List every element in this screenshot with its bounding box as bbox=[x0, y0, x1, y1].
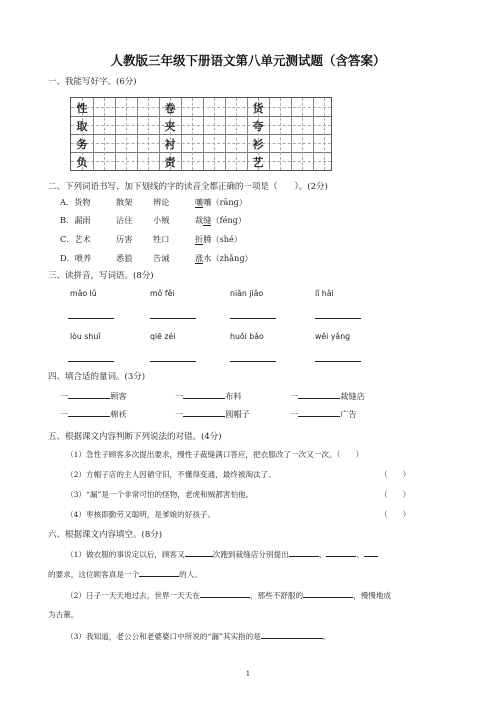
q5-heading: 五、根据课文内容判断下列说法的对错。(4分) bbox=[48, 432, 222, 442]
judge-item: （4）枣核即勤劳又聪明，是爹娘的好孩子。 bbox=[66, 510, 216, 519]
pinyin: wěi yǎnɡ bbox=[315, 332, 351, 341]
measure-item: 一 裁缝店 bbox=[290, 391, 365, 401]
writing-grid bbox=[70, 97, 332, 171]
answer-line[interactable] bbox=[68, 361, 114, 362]
answer-blank[interactable] bbox=[364, 548, 378, 557]
measure-item: 一 布料 bbox=[175, 391, 242, 401]
pinyin: lǐ hǎi bbox=[315, 289, 334, 298]
option-word: 悉狼 bbox=[116, 253, 133, 263]
option-c: C．艺术 bbox=[60, 234, 91, 244]
grid-char: 夹 bbox=[164, 120, 176, 133]
judge-paren[interactable]: （ ） bbox=[380, 470, 411, 479]
judge-paren[interactable]: （ ） bbox=[380, 490, 411, 499]
answer-blank[interactable] bbox=[183, 390, 225, 399]
fill-paragraph-3: （3）我知道，老公公和老婆婆口中所说的“漏”其实指的是 。 bbox=[66, 632, 331, 641]
answer-blank[interactable] bbox=[183, 408, 225, 417]
option-word: 告诫 bbox=[153, 253, 170, 263]
q4-heading: 四、填合适的量词。(3分) bbox=[48, 372, 146, 382]
answer-blank[interactable] bbox=[261, 630, 323, 639]
judge-paren[interactable]: （ ） bbox=[380, 510, 411, 519]
option-a: A．货物 bbox=[60, 197, 91, 207]
option-word: 牲口 bbox=[153, 234, 170, 244]
grid-char: 衬 bbox=[164, 138, 176, 151]
answer-blank[interactable] bbox=[303, 589, 353, 598]
answer-blank[interactable] bbox=[200, 589, 250, 598]
measure-item: 一 棉袄 bbox=[60, 409, 127, 419]
q1-heading: 一、我能写好字。(6分) bbox=[48, 77, 137, 87]
measure-item: 一 圆帽子 bbox=[175, 409, 250, 419]
grid-char: 卷 bbox=[164, 102, 176, 115]
option-d: D．喂养 bbox=[60, 253, 92, 263]
answer-blank[interactable] bbox=[298, 390, 340, 399]
option-word: 嚷嚷（rānɡ） bbox=[195, 197, 248, 207]
answer-blank[interactable] bbox=[289, 548, 319, 557]
answer-line[interactable] bbox=[230, 318, 276, 319]
pinyin: mǎo lǘ bbox=[70, 289, 97, 298]
grid-char: 夸 bbox=[252, 120, 264, 133]
option-word: 散架 bbox=[116, 197, 133, 207]
grid-char: 责 bbox=[164, 156, 176, 169]
option-word: 辨论 bbox=[153, 197, 170, 207]
grid-char: 艺 bbox=[252, 156, 264, 169]
answer-line[interactable] bbox=[150, 361, 196, 362]
page-number: 1 bbox=[245, 670, 251, 678]
judge-item: （3）“漏”是一个非常可怕的怪物，老虎和贼都害怕他。 bbox=[66, 490, 254, 499]
option-word: 涨水（zhǎnɡ） bbox=[195, 253, 253, 263]
grid-char: 衫 bbox=[252, 138, 264, 151]
option-b: B．漏雨 bbox=[60, 215, 91, 225]
judge-item: （2）方帽子店的主人因循守旧，不懂得变通，最终被淘汰了。 bbox=[66, 470, 276, 479]
pinyin: lòu shuǐ bbox=[70, 332, 101, 341]
answer-line[interactable] bbox=[150, 318, 196, 319]
grid-char: 货 bbox=[252, 102, 264, 115]
answer-blank[interactable] bbox=[185, 548, 213, 557]
answer-line[interactable] bbox=[315, 361, 361, 362]
measure-item: 一 顾客 bbox=[60, 391, 127, 401]
answer-blank[interactable] bbox=[139, 568, 179, 577]
answer-blank[interactable] bbox=[298, 408, 340, 417]
answer-line[interactable] bbox=[68, 318, 114, 319]
pinyin: huǒi bǎo bbox=[230, 332, 264, 341]
pinyin: qiē zéi bbox=[150, 332, 176, 341]
fill-paragraph-2: （2）日子一天天地过去，世界一天天在 ，那些不舒服的 ，慢慢地成 bbox=[66, 591, 392, 600]
answer-blank[interactable] bbox=[68, 390, 110, 399]
grid-char: 性 bbox=[76, 102, 88, 115]
answer-line[interactable] bbox=[315, 318, 361, 319]
option-word: 裁缝（fénɡ） bbox=[195, 215, 247, 225]
option-word: 沾住 bbox=[116, 215, 133, 225]
pinyin: mǒ fěi bbox=[150, 289, 175, 298]
grid-char: 务 bbox=[76, 138, 88, 151]
fill-paragraph-1-cont: 的要求，这位顾客真是一个 的人。 bbox=[48, 570, 202, 579]
judge-item: （1）急性子顾客多次提出要求，慢性子裁缝满口答应，把衣服改了一次又一次。（ ） bbox=[66, 450, 364, 459]
q3-heading: 三、读拼音，写词语。(8分) bbox=[48, 271, 154, 281]
option-word: 折腾（shé） bbox=[195, 234, 243, 244]
answer-blank[interactable] bbox=[326, 548, 356, 557]
grid-char: 负 bbox=[76, 156, 88, 169]
answer-blank[interactable] bbox=[68, 408, 110, 417]
option-word: 小贼 bbox=[153, 215, 170, 225]
option-word: 历害 bbox=[116, 234, 133, 244]
pinyin: niǎn jiǎo bbox=[230, 289, 264, 298]
q2-heading: 二、下列词语书写、加下划线的字的读音全都正确的一项是（ ）。(2分) bbox=[48, 182, 328, 192]
grid-char: 取 bbox=[76, 120, 88, 133]
fill-paragraph-1: （1）做衣服的事说定以后，顾客又 次跑到裁缝店分别提出 、 、 bbox=[66, 548, 378, 560]
page-title: 人教版三年级下册语文第八单元测试题（含答案） bbox=[110, 53, 386, 68]
measure-item: 一 广告 bbox=[290, 409, 357, 419]
q6-heading: 六、根据课文内容填空。(8分) bbox=[48, 530, 163, 540]
answer-line[interactable] bbox=[230, 361, 276, 362]
fill-paragraph-2-cont: 为古董。 bbox=[48, 610, 79, 619]
